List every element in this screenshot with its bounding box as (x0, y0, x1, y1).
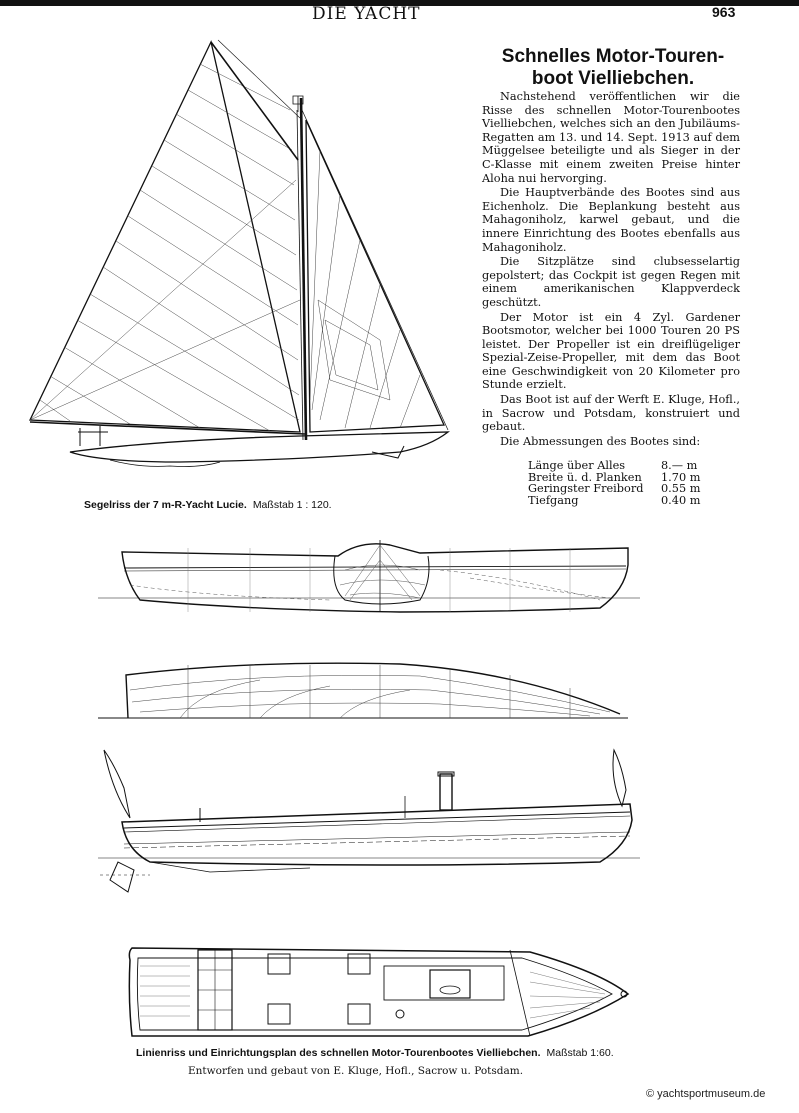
dimension-value: 0.55 m (661, 482, 701, 495)
article-title (478, 46, 748, 90)
dimension-value: 0.40 m (661, 493, 701, 507)
designer-credit: Entworfen und gebaut von E. Kluge, Hofl., Sacrow u. Potsdam. (188, 1065, 524, 1077)
paragraph: Die Sitzplätze sind clubsesselartig gepolstert; das Cockpit ist gegen Regen mit einem amerikanischen Klappverdeck geschützt. (482, 255, 740, 309)
paragraph: Nachstehend veröffentlichen wir die Risse des schnellen Motor-Tourenbootes Vielliebchen, welches sich an den Jubiläums-Regatten am 13. und 14. Sept. 1913 auf dem Müggelsee beteiligte und als Sieger in der C-Klasse mit einem zweiten Preise hinter Aloha nui hervorging. (482, 90, 740, 185)
dimension-label: Länge über Alles (528, 459, 626, 472)
article-title-line-2: boot Vielliebchen. (531, 68, 695, 89)
paragraph: Die Hauptverbände des Bootes sind aus Eichenholz. Die Beplankung besteht aus Mahagoniholz, karwel gebaut, und die innere Einrichtung des Bootes ebenfalls aus Mahagoniholz. (482, 186, 740, 254)
watermark: © yachtsportmuseum.de (646, 1088, 766, 1100)
deck-plan-drawing (129, 948, 628, 1036)
dimension-row (528, 460, 741, 472)
sail-plan-scale: Maßstab 1 : 120. (252, 499, 332, 511)
sail-plan-caption (84, 499, 332, 511)
dimension-label: Tiefgang (528, 493, 579, 507)
article-title-line-1: Schnelles Motor-Touren- (501, 46, 725, 67)
dimension-row (528, 495, 741, 507)
dimension-row (528, 483, 741, 495)
dimension-value: 8.— m (661, 459, 698, 472)
dimensions-table (528, 460, 741, 506)
half-breadth-drawing (98, 663, 628, 718)
magazine-title: DIE YACHT (312, 4, 421, 24)
dimension-value: 1.70 m (661, 470, 701, 484)
paragraph: Der Motor ist ein 4 Zyl. Gardener Bootsmotor, welcher bei 1000 Touren 20 PS leistet. Der Propeller ist ein dreiflügeliger Spezial-Zeise-Propeller, mit dem das Boot eine Geschwindigkeit von 20 Kilometer pro Stunde erzielt. (482, 310, 740, 392)
sail-plan-caption-text: Segelriss der 7 m-R-Yacht Lucie. (84, 499, 247, 511)
page-number: 963 (712, 4, 736, 20)
interior-profile-drawing (98, 750, 640, 892)
article-body (482, 90, 740, 449)
sail-plan-drawing (30, 40, 448, 467)
dimensions-intro: Die Abmessungen des Bootes sind: (500, 434, 701, 448)
lines-plan-caption (136, 1047, 614, 1059)
lines-plan-scale: Maßstab 1:60. (546, 1047, 614, 1059)
paragraph: Das Boot ist auf der Werft E. Kluge, Hofl., in Sacrow und Potsdam, konstruiert und gebaut. (482, 393, 740, 434)
dimension-label: Breite ü. d. Planken (528, 470, 642, 484)
hull-profile-drawing (98, 540, 640, 612)
lines-plan-caption-text: Linienriss und Einrichtungsplan des schnellen Motor-Tourenbootes Vielliebchen. (136, 1047, 541, 1059)
dimension-label: Geringster Freibord (528, 482, 644, 495)
